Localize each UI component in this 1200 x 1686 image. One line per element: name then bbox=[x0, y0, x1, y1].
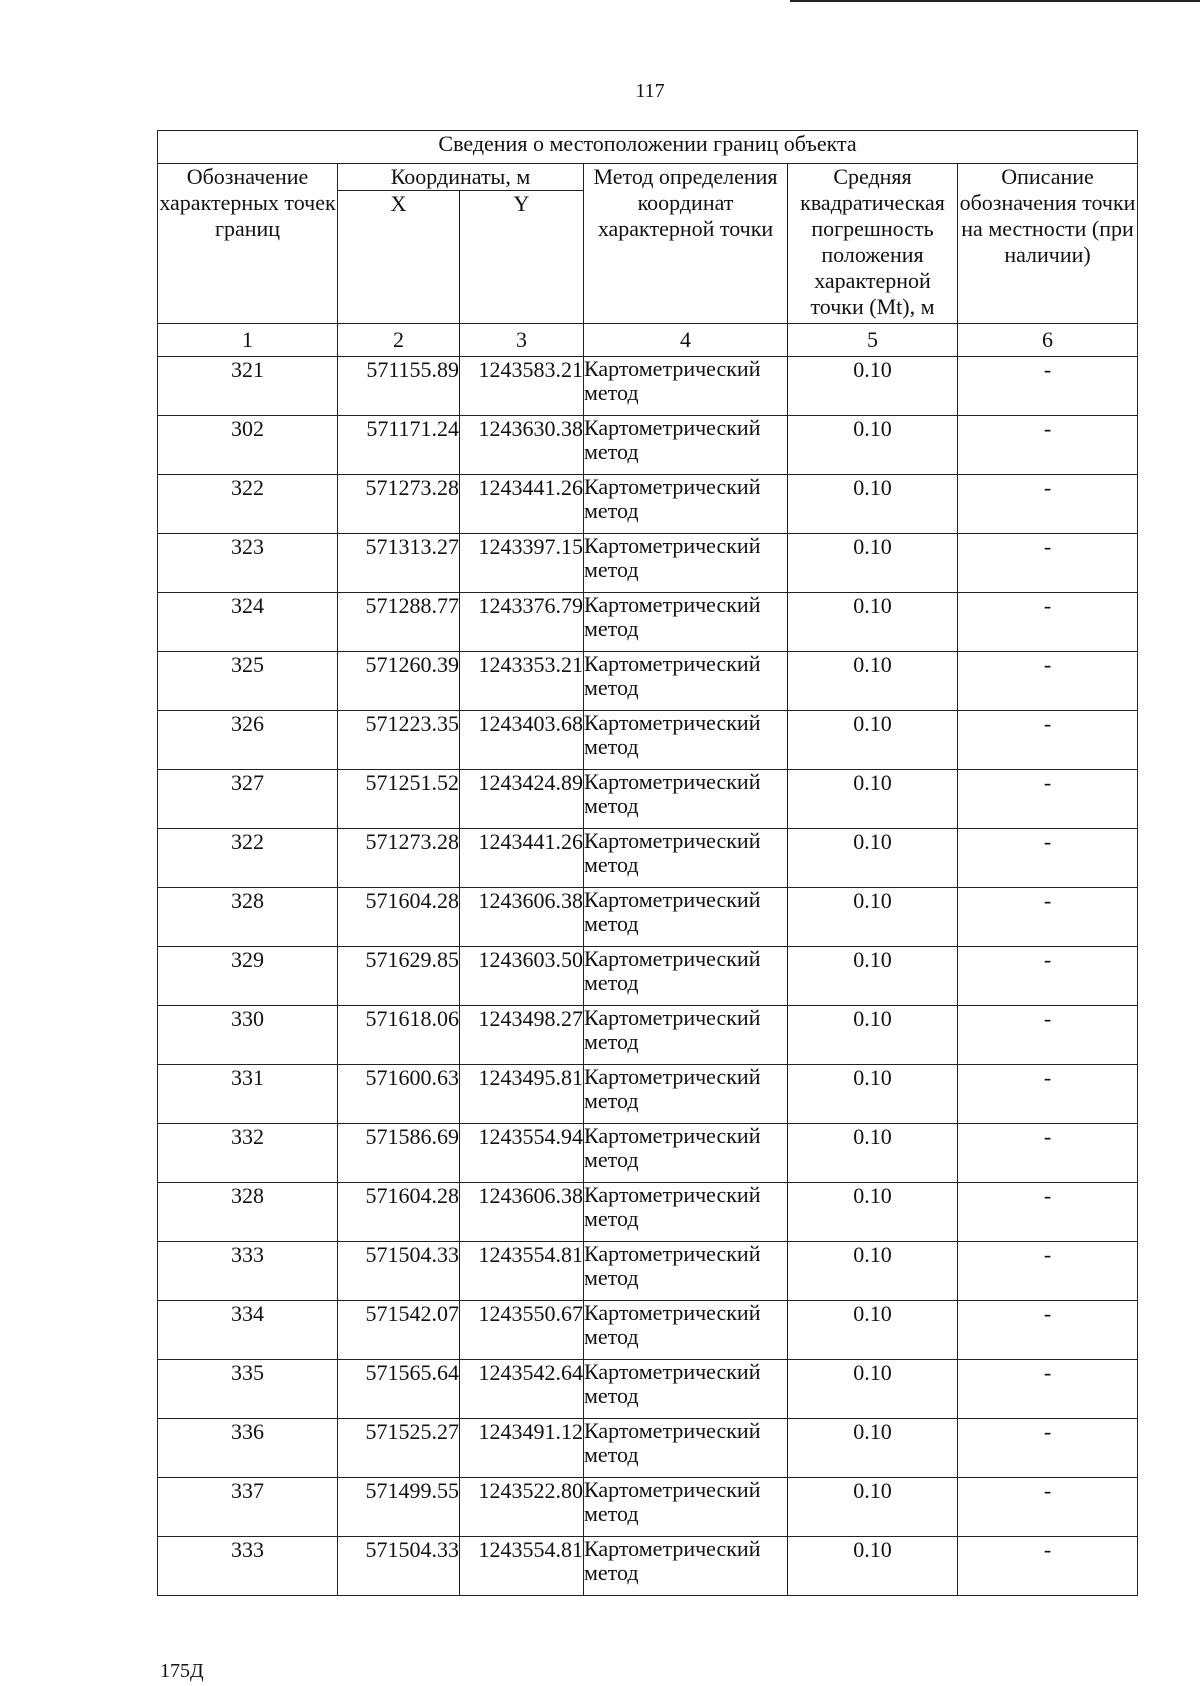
method-cell: Картометрический метод bbox=[584, 770, 788, 829]
header-description: Описание обозначения точки на местности (при наличии) bbox=[958, 164, 1138, 324]
mean-error-cell: 0.10 bbox=[788, 1183, 958, 1242]
mean-error-cell: 0.10 bbox=[788, 1006, 958, 1065]
mean-error-cell: 0.10 bbox=[788, 888, 958, 947]
description-cell: - bbox=[958, 1006, 1138, 1065]
header-mean-error: Средняя квадратическая погрешность положения характерной точки (Mt), м bbox=[788, 164, 958, 324]
mean-error-cell: 0.10 bbox=[788, 475, 958, 534]
description-cell: - bbox=[958, 652, 1138, 711]
table-row bbox=[158, 416, 1138, 475]
method-cell: Картометрический метод bbox=[584, 1124, 788, 1183]
mean-error-cell: 0.10 bbox=[788, 652, 958, 711]
method-cell: Картометрический метод bbox=[584, 1419, 788, 1478]
description-cell: - bbox=[958, 1360, 1138, 1419]
y-coordinate-cell: 1243353.21 bbox=[460, 652, 584, 711]
table-row bbox=[158, 1006, 1138, 1065]
table-row bbox=[158, 829, 1138, 888]
x-coordinate-cell: 571586.69 bbox=[338, 1124, 460, 1183]
column-number: 5 bbox=[788, 324, 958, 357]
mean-error-cell: 0.10 bbox=[788, 1124, 958, 1183]
point-cell: 335 bbox=[158, 1360, 338, 1419]
description-cell: - bbox=[958, 1183, 1138, 1242]
method-cell: Картометрический метод bbox=[584, 357, 788, 416]
column-number: 6 bbox=[958, 324, 1138, 357]
table-row bbox=[158, 357, 1138, 416]
x-coordinate-cell: 571604.28 bbox=[338, 888, 460, 947]
table-row bbox=[158, 711, 1138, 770]
method-cell: Картометрический метод bbox=[584, 947, 788, 1006]
point-cell: 323 bbox=[158, 534, 338, 593]
description-cell: - bbox=[958, 416, 1138, 475]
y-coordinate-cell: 1243495.81 bbox=[460, 1065, 584, 1124]
point-cell: 322 bbox=[158, 829, 338, 888]
description-cell: - bbox=[958, 1124, 1138, 1183]
method-cell: Картометрический метод bbox=[584, 888, 788, 947]
method-cell: Картометрический метод bbox=[584, 711, 788, 770]
header-point-designation: Обозначение характерных точек границ bbox=[158, 164, 338, 324]
point-cell: 333 bbox=[158, 1242, 338, 1301]
x-coordinate-cell: 571273.28 bbox=[338, 475, 460, 534]
method-cell: Картометрический метод bbox=[584, 1065, 788, 1124]
description-cell: - bbox=[958, 770, 1138, 829]
y-coordinate-cell: 1243441.26 bbox=[460, 475, 584, 534]
description-cell: - bbox=[958, 711, 1138, 770]
x-coordinate-cell: 571499.55 bbox=[338, 1478, 460, 1537]
y-coordinate-cell: 1243583.21 bbox=[460, 357, 584, 416]
column-number: 4 bbox=[584, 324, 788, 357]
mean-error-cell: 0.10 bbox=[788, 1419, 958, 1478]
y-coordinate-cell: 1243554.94 bbox=[460, 1124, 584, 1183]
method-cell: Картометрический метод bbox=[584, 1537, 788, 1596]
table-caption: Сведения о местоположении границ объекта bbox=[158, 131, 1138, 164]
point-cell: 331 bbox=[158, 1065, 338, 1124]
x-coordinate-cell: 571604.28 bbox=[338, 1183, 460, 1242]
point-cell: 327 bbox=[158, 770, 338, 829]
y-coordinate-cell: 1243491.12 bbox=[460, 1419, 584, 1478]
point-cell: 332 bbox=[158, 1124, 338, 1183]
table-row bbox=[158, 1301, 1138, 1360]
y-coordinate-cell: 1243550.67 bbox=[460, 1301, 584, 1360]
header-x: X bbox=[338, 191, 460, 324]
table-row bbox=[158, 593, 1138, 652]
y-coordinate-cell: 1243397.15 bbox=[460, 534, 584, 593]
method-cell: Картометрический метод bbox=[584, 1478, 788, 1537]
description-cell: - bbox=[958, 1065, 1138, 1124]
point-cell: 321 bbox=[158, 357, 338, 416]
x-coordinate-cell: 571542.07 bbox=[338, 1301, 460, 1360]
description-cell: - bbox=[958, 829, 1138, 888]
table-body bbox=[158, 357, 1138, 1596]
y-coordinate-cell: 1243424.89 bbox=[460, 770, 584, 829]
mean-error-cell: 0.10 bbox=[788, 534, 958, 593]
y-coordinate-cell: 1243542.64 bbox=[460, 1360, 584, 1419]
point-cell: 334 bbox=[158, 1301, 338, 1360]
boundary-points-table bbox=[157, 130, 1138, 1596]
method-cell: Картометрический метод bbox=[584, 593, 788, 652]
description-cell: - bbox=[958, 888, 1138, 947]
table-row bbox=[158, 1124, 1138, 1183]
x-coordinate-cell: 571251.52 bbox=[338, 770, 460, 829]
description-cell: - bbox=[958, 475, 1138, 534]
description-cell: - bbox=[958, 593, 1138, 652]
column-number: 3 bbox=[460, 324, 584, 357]
y-coordinate-cell: 1243498.27 bbox=[460, 1006, 584, 1065]
method-cell: Картометрический метод bbox=[584, 475, 788, 534]
method-cell: Картометрический метод bbox=[584, 416, 788, 475]
y-coordinate-cell: 1243376.79 bbox=[460, 593, 584, 652]
x-coordinate-cell: 571565.64 bbox=[338, 1360, 460, 1419]
method-cell: Картометрический метод bbox=[584, 1360, 788, 1419]
table-row bbox=[158, 1360, 1138, 1419]
point-cell: 322 bbox=[158, 475, 338, 534]
mean-error-cell: 0.10 bbox=[788, 770, 958, 829]
table-row bbox=[158, 652, 1138, 711]
description-cell: - bbox=[958, 357, 1138, 416]
header-method: Метод определения координат характерной точки bbox=[584, 164, 788, 324]
x-coordinate-cell: 571313.27 bbox=[338, 534, 460, 593]
y-coordinate-cell: 1243606.38 bbox=[460, 1183, 584, 1242]
x-coordinate-cell: 571288.77 bbox=[338, 593, 460, 652]
mean-error-cell: 0.10 bbox=[788, 1065, 958, 1124]
point-cell: 329 bbox=[158, 947, 338, 1006]
description-cell: - bbox=[958, 1478, 1138, 1537]
x-coordinate-cell: 571629.85 bbox=[338, 947, 460, 1006]
point-cell: 337 bbox=[158, 1478, 338, 1537]
y-coordinate-cell: 1243603.50 bbox=[460, 947, 584, 1006]
x-coordinate-cell: 571600.63 bbox=[338, 1065, 460, 1124]
method-cell: Картометрический метод bbox=[584, 829, 788, 888]
description-cell: - bbox=[958, 947, 1138, 1006]
x-coordinate-cell: 571171.24 bbox=[338, 416, 460, 475]
y-coordinate-cell: 1243554.81 bbox=[460, 1242, 584, 1301]
x-coordinate-cell: 571504.33 bbox=[338, 1242, 460, 1301]
method-cell: Картометрический метод bbox=[584, 1242, 788, 1301]
table-row bbox=[158, 947, 1138, 1006]
y-coordinate-cell: 1243403.68 bbox=[460, 711, 584, 770]
table-row bbox=[158, 475, 1138, 534]
description-cell: - bbox=[958, 1242, 1138, 1301]
point-cell: 326 bbox=[158, 711, 338, 770]
x-coordinate-cell: 571273.28 bbox=[338, 829, 460, 888]
point-cell: 336 bbox=[158, 1419, 338, 1478]
column-number-row bbox=[158, 324, 1138, 357]
mean-error-cell: 0.10 bbox=[788, 1537, 958, 1596]
point-cell: 325 bbox=[158, 652, 338, 711]
x-coordinate-cell: 571525.27 bbox=[338, 1419, 460, 1478]
x-coordinate-cell: 571618.06 bbox=[338, 1006, 460, 1065]
footer-code: 175Д bbox=[160, 1660, 204, 1682]
point-cell: 330 bbox=[158, 1006, 338, 1065]
mean-error-cell: 0.10 bbox=[788, 1242, 958, 1301]
y-coordinate-cell: 1243630.38 bbox=[460, 416, 584, 475]
column-number: 2 bbox=[338, 324, 460, 357]
point-cell: 324 bbox=[158, 593, 338, 652]
point-cell: 302 bbox=[158, 416, 338, 475]
method-cell: Картометрический метод bbox=[584, 652, 788, 711]
description-cell: - bbox=[958, 1419, 1138, 1478]
method-cell: Картометрический метод bbox=[584, 1183, 788, 1242]
header-coordinates: Координаты, м bbox=[338, 164, 584, 191]
column-number: 1 bbox=[158, 324, 338, 357]
table-row bbox=[158, 888, 1138, 947]
mean-error-cell: 0.10 bbox=[788, 357, 958, 416]
mean-error-cell: 0.10 bbox=[788, 416, 958, 475]
mean-error-cell: 0.10 bbox=[788, 711, 958, 770]
mean-error-cell: 0.10 bbox=[788, 829, 958, 888]
method-cell: Картометрический метод bbox=[584, 1006, 788, 1065]
table-row bbox=[158, 534, 1138, 593]
y-coordinate-cell: 1243441.26 bbox=[460, 829, 584, 888]
description-cell: - bbox=[958, 534, 1138, 593]
table-row bbox=[158, 1065, 1138, 1124]
header-y: Y bbox=[460, 191, 584, 324]
mean-error-cell: 0.10 bbox=[788, 1478, 958, 1537]
description-cell: - bbox=[958, 1301, 1138, 1360]
table-row bbox=[158, 1478, 1138, 1537]
top-border-line bbox=[790, 0, 1200, 2]
x-coordinate-cell: 571155.89 bbox=[338, 357, 460, 416]
table-row bbox=[158, 770, 1138, 829]
method-cell: Картометрический метод bbox=[584, 1301, 788, 1360]
table-row bbox=[158, 1242, 1138, 1301]
point-cell: 328 bbox=[158, 1183, 338, 1242]
y-coordinate-cell: 1243522.80 bbox=[460, 1478, 584, 1537]
table-row bbox=[158, 1183, 1138, 1242]
point-cell: 328 bbox=[158, 888, 338, 947]
method-cell: Картометрический метод bbox=[584, 534, 788, 593]
y-coordinate-cell: 1243554.81 bbox=[460, 1537, 584, 1596]
x-coordinate-cell: 571504.33 bbox=[338, 1537, 460, 1596]
y-coordinate-cell: 1243606.38 bbox=[460, 888, 584, 947]
table-row bbox=[158, 1419, 1138, 1478]
page-number: 117 bbox=[635, 80, 665, 102]
x-coordinate-cell: 571260.39 bbox=[338, 652, 460, 711]
x-coordinate-cell: 571223.35 bbox=[338, 711, 460, 770]
mean-error-cell: 0.10 bbox=[788, 593, 958, 652]
table-row bbox=[158, 1537, 1138, 1596]
mean-error-cell: 0.10 bbox=[788, 1360, 958, 1419]
mean-error-cell: 0.10 bbox=[788, 1301, 958, 1360]
mean-error-cell: 0.10 bbox=[788, 947, 958, 1006]
description-cell: - bbox=[958, 1537, 1138, 1596]
point-cell: 333 bbox=[158, 1537, 338, 1596]
